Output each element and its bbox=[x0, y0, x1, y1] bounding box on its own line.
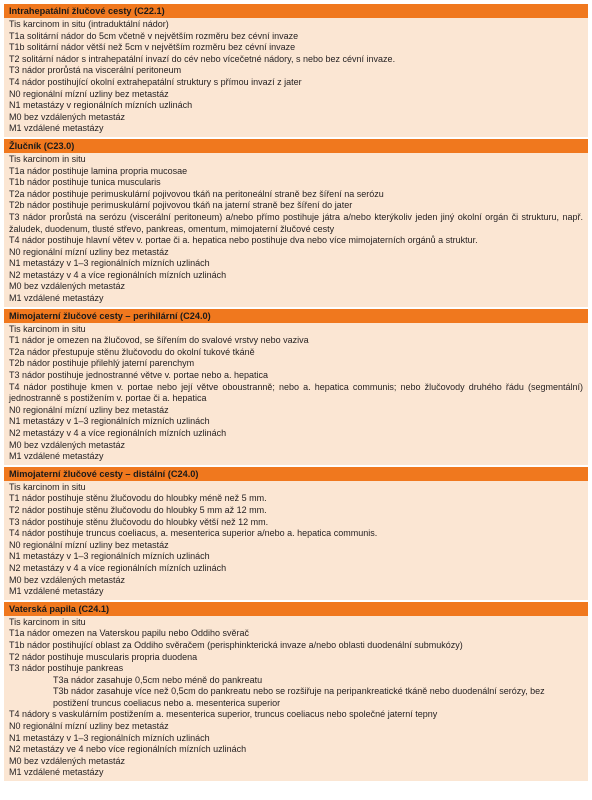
section-gallbladder bbox=[4, 139, 588, 307]
list-item: Tis karcinom in situ bbox=[9, 616, 86, 627]
list-item: M1 vzdálené metastázy bbox=[9, 586, 104, 597]
list-item: Tis karcinom in situ bbox=[9, 153, 86, 164]
list-item: N1 metastázy v regionálních mízních uzlinách bbox=[9, 100, 193, 111]
list-item: T2 solitární nádor s intrahepatální invazí do cév nebo vícečetné nádory, s nebo bez cévní invaze. bbox=[9, 53, 396, 64]
section-perihilar bbox=[4, 309, 588, 465]
list-item: T1 nádor postihuje stěnu žlučovodu do hloubky méně než 5 mm. bbox=[9, 493, 267, 504]
list-item: T4 nádor postihuje hlavní větev v. portae či a. hepatica nebo postihuje dva nebo více mimojaterních orgánů a struktur. bbox=[9, 235, 478, 246]
list-item: T2 nádor postihuje muscularis propria duodena bbox=[9, 651, 198, 662]
section-ampulla bbox=[4, 602, 588, 781]
section-title: Mimojaterní žlučové cesty – perihilární (C24.0) bbox=[4, 309, 588, 323]
list-item: N0 regionální mízní uzliny bez metastáz bbox=[9, 88, 169, 99]
section-title: Vaterská papila (C24.1) bbox=[4, 602, 588, 616]
list-item: T1 nádor je omezen na žlučovod, se šířením do svalové vrstvy nebo vaziva bbox=[9, 335, 309, 346]
section-intrahepatic bbox=[4, 4, 588, 137]
list-item: T4 nádory s vaskulárním postižením a. mesenterica superior, truncus coeliacus nebo společné jaterní tepny bbox=[9, 709, 438, 720]
section-rows bbox=[4, 153, 588, 307]
section-title: Mimojaterní žlučové cesty – distální (C24.0) bbox=[4, 467, 588, 481]
list-item: T3 nádor postihuje jednostranné větve v. portae nebo a. hepatica bbox=[9, 370, 269, 381]
section-rows bbox=[4, 481, 588, 600]
list-item: T1b solitární nádor větší než 5cm v největším rozměru bez cévní invaze bbox=[9, 42, 296, 53]
list-item: T4 nádor postihuje kmen v. portae nebo její větve oboustranně; nebo a. hepatica communis; nebo žlučovody druhého řádu (segmentální) jednostranně s postižením v. portae či a. hepatica bbox=[9, 381, 583, 404]
list-item: T3 nádor prorůstá na viscerální peritoneum bbox=[9, 65, 182, 76]
section-title: Intrahepatální žlučové cesty (C22.1) bbox=[4, 4, 588, 18]
list-item: T3a nádor zasahuje 0,5cm nebo méně do pankreatu bbox=[53, 674, 263, 685]
list-item: T3b nádor zasahuje více než 0,5cm do pankreatu nebo se rozšiřuje na peripankreatické tkáně nebo duodenální serózy, bez postižení truncus coeliacus nebo a. mesenterica superior bbox=[53, 686, 545, 708]
list-item: N1 metastázy v 1–3 regionálních mízních uzlinách bbox=[9, 416, 210, 427]
list-item: T2a nádor postihuje perimuskulární pojivovou tkáň na peritoneální straně bez šíření na serózu bbox=[9, 188, 384, 199]
list-item: M0 bez vzdálených metastáz bbox=[9, 111, 126, 122]
list-item: N0 regionální mízní uzliny bez metastáz bbox=[9, 539, 169, 550]
list-item: T1a nádor omezen na Vaterskou papilu nebo Oddiho svěrač bbox=[9, 628, 249, 639]
list-item: N0 regionální mízní uzliny bez metastáz bbox=[9, 246, 169, 257]
section-title: Žlučník (C23.0) bbox=[4, 139, 588, 153]
list-item: N2 metastázy ve 4 nebo více regionálních mízních uzlinách bbox=[9, 744, 247, 755]
section-distal bbox=[4, 467, 588, 600]
list-item: M0 bez vzdálených metastáz bbox=[9, 439, 126, 450]
list-item: N2 metastázy v 4 a více regionálních mízních uzlinách bbox=[9, 269, 227, 280]
list-item: T3 nádor postihuje stěnu žlučovodu do hloubky větší než 12 mm. bbox=[9, 516, 269, 527]
list-item: T2b nádor postihuje přilehlý jaterní parenchym bbox=[9, 358, 195, 369]
list-item: M1 vzdálené metastázy bbox=[9, 767, 104, 778]
list-item: M0 bez vzdálených metastáz bbox=[9, 574, 126, 585]
section-rows bbox=[4, 18, 588, 137]
list-item: T1b nádor postihuje tunica muscularis bbox=[9, 177, 161, 188]
list-item: N2 metastázy v 4 a více regionálních mízních uzlinách bbox=[9, 428, 227, 438]
list-item: T4 nádor postihující okolní extrahepatální struktury s přímou invazí z jater bbox=[9, 76, 302, 87]
list-item: M1 vzdálené metastázy bbox=[9, 293, 104, 304]
list-item: Tis karcinom in situ bbox=[9, 323, 86, 334]
list-item: Tis karcinom in situ bbox=[9, 481, 86, 492]
list-item: M1 vzdálené metastázy bbox=[9, 451, 104, 462]
list-item: N0 regionální mízní uzliny bez metastáz bbox=[9, 404, 169, 415]
list-item: T1b nádor postihující oblast za Oddiho svěračem (perisphinkterická invaze a/nebo oblasti duodenální submukózy) bbox=[9, 639, 463, 650]
list-item: T3 nádor prorůstá na serózu (viscerální peritoneum) a/nebo přímo postihuje játra a/nebo kterýkoliv jeden jiný okolní orgán či strukturu, např. žaludek, duodenum, tlusté střevo, pankreas, omentum, mimojaterní žlučové cesty bbox=[9, 211, 583, 234]
list-item: T2b nádor postihuje perimuskulární pojivovou tkáň na jaterní straně bez šíření do jater bbox=[9, 200, 353, 211]
list-item: T1a nádor postihuje lamina propria mucosae bbox=[9, 165, 188, 176]
list-item: M0 bez vzdálených metastáz bbox=[9, 281, 126, 292]
list-item: T2a nádor přestupuje stěnu žlučovodu do okolní tukové tkáně bbox=[9, 346, 255, 357]
section-rows bbox=[4, 323, 588, 465]
list-item: N0 regionální mízní uzliny bez metastáz bbox=[9, 721, 169, 732]
list-item: Tis karcinom in situ (intraduktální nádor) bbox=[9, 19, 169, 29]
list-item: M0 bez vzdálených metastáz bbox=[9, 755, 126, 766]
list-item: T1a solitární nádor do 5cm včetně v největším rozměru bez cévní invaze bbox=[9, 30, 299, 41]
list-item: T2 nádor postihuje stěnu žlučovodu do hloubky 5 mm až 12 mm. bbox=[9, 504, 267, 515]
list-item: N1 metastázy v 1–3 regionálních mízních uzlinách bbox=[9, 258, 210, 269]
list-item: N1 metastázy v 1–3 regionálních mízních uzlinách bbox=[9, 732, 210, 743]
list-item: M1 vzdálené metastázy bbox=[9, 123, 104, 134]
list-item: N1 metastázy v 1–3 regionálních mízních uzlinách bbox=[9, 551, 210, 562]
staging-table bbox=[4, 4, 588, 783]
list-item: N2 metastázy v 4 a více regionálních mízních uzlinách bbox=[9, 562, 227, 573]
list-item: T3 nádor postihuje pankreas bbox=[9, 663, 124, 674]
list-item: T4 nádor postihuje truncus coeliacus, a. mesenterica superior a/nebo a. hepatica communis. bbox=[9, 528, 378, 539]
section-rows bbox=[4, 616, 588, 781]
